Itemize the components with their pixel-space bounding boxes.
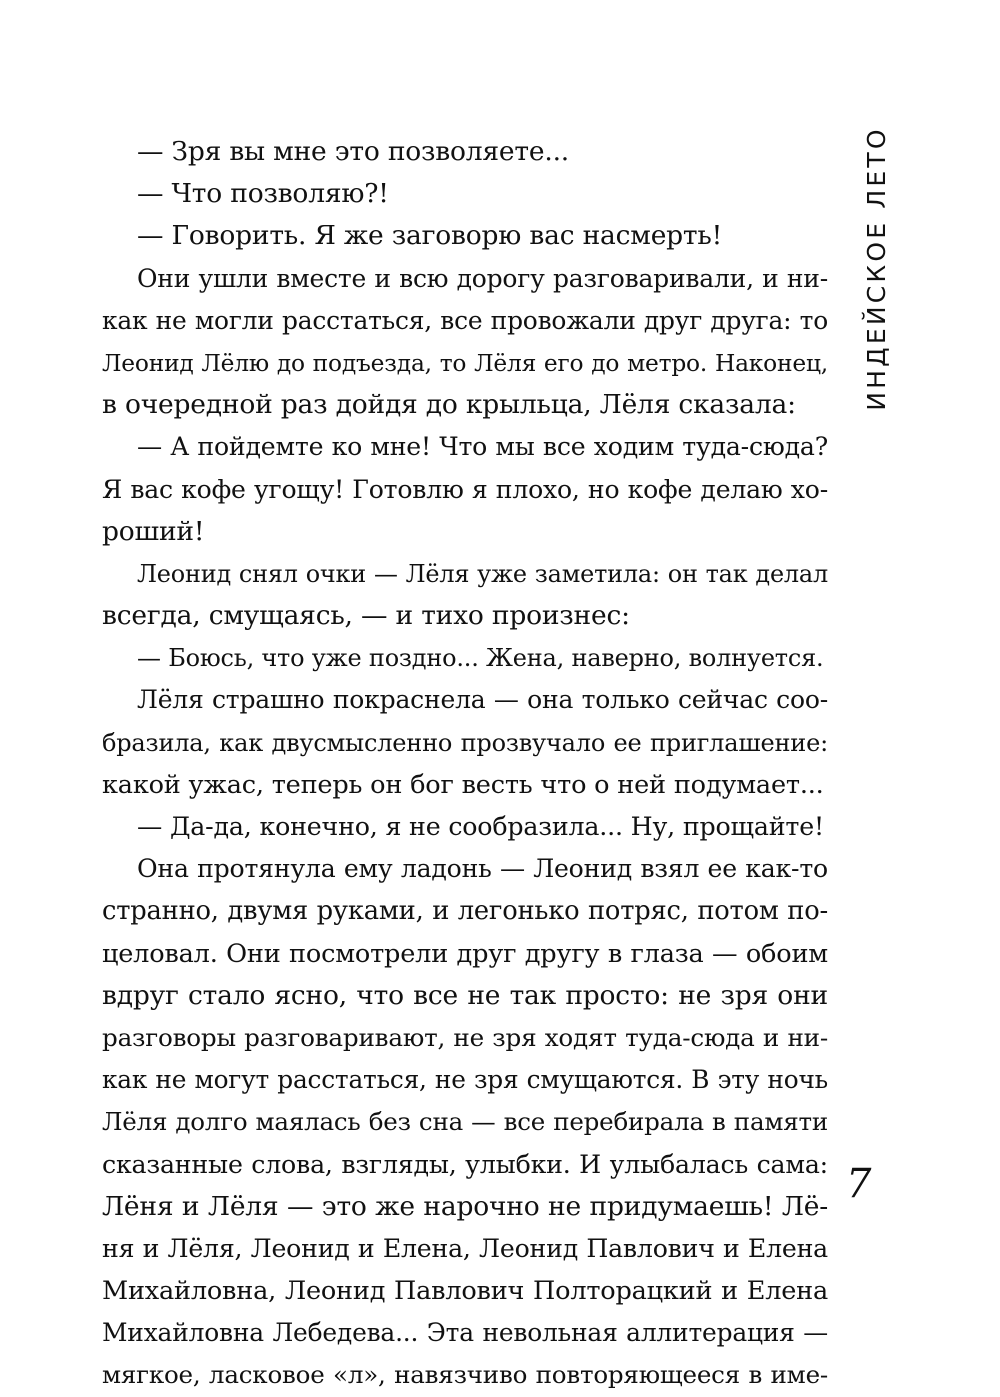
text-line: Я вас кофе угощу! Готовлю я плохо, но кофе делаю хо- bbox=[102, 474, 828, 504]
text-line: сказанные слова, взгляды, улыбки. И улыбалась сама: bbox=[102, 1149, 828, 1179]
text-line: Лёля долго маялась без сна — все перебирала в памяти bbox=[102, 1107, 828, 1137]
text-line: в очередной раз дойдя до крыльца, Лёля сказала: bbox=[102, 389, 796, 421]
text-line: — Боюсь, что уже поздно... Жена, наверно, волнуется. bbox=[137, 644, 824, 673]
text-line: Лёня и Лёля — это же нарочно не придумаешь! Лё- bbox=[102, 1190, 828, 1222]
text-line: ня и Лёля, Леонид и Елена, Леонид Павлович и Елена bbox=[102, 1233, 828, 1263]
text-line: Они ушли вместе и всю дорогу разговаривали, и ни- bbox=[137, 263, 828, 293]
text-line: Михайловна Лебедева... Эта невольная аллитерация — bbox=[102, 1318, 828, 1348]
text-line: Леонид Лёлю до подъезда, то Лёля его до метро. Наконец, bbox=[102, 348, 828, 377]
text-line: Леонид снял очки — Лёля уже заметила: он так делал bbox=[137, 559, 828, 588]
running-head-title: ИНДЕЙСКОЕ ЛЕТО bbox=[861, 125, 891, 411]
text-line: — А пойдемте ко мне! Что мы все ходим туда-сюда? bbox=[137, 432, 828, 462]
text-line: — Зря вы мне это позволяете... bbox=[137, 136, 570, 167]
text-line: бразила, как двусмысленно прозвучало ее приглашение: bbox=[102, 728, 828, 757]
text-line: как не могли расстаться, все провожали друг друга: то bbox=[102, 305, 828, 335]
text-line: Лёля страшно покраснела — она только сейчас соо- bbox=[137, 685, 828, 715]
text-line: Она протянула ему ладонь — Леонид взял ее как-то bbox=[137, 854, 828, 884]
text-line: вдруг стало ясно, что все не так просто: не зря они bbox=[102, 979, 828, 1011]
text-line: роший! bbox=[102, 515, 205, 547]
text-line: — Да-да, конечно, я не сообразила... Ну, прощайте! bbox=[137, 812, 824, 841]
text-line: разговоры разговаривают, не зря ходят туда-сюда и ни- bbox=[102, 1022, 828, 1052]
text-line: Михайловна, Леонид Павлович Полторацкий и Елена bbox=[102, 1276, 828, 1307]
running-head bbox=[856, 125, 896, 411]
body-text bbox=[102, 131, 828, 1397]
text-line: странно, двумя руками, и легонько потряс, потом по- bbox=[102, 896, 828, 927]
text-line: — Говорить. Я же заговорю вас насмерть! bbox=[137, 220, 723, 252]
text-line: целовал. Они посмотрели друг другу в глаза — обоим bbox=[102, 938, 828, 969]
text-line: мягкое, ласковое «л», навязчиво повторяющееся в име- bbox=[102, 1360, 828, 1390]
page-number: 7 bbox=[846, 1161, 872, 1207]
text-line: какой ужас, теперь он бог весть что о ней подумает... bbox=[102, 769, 824, 800]
text-line: всегда, смущаясь, — и тихо произнес: bbox=[102, 600, 630, 632]
text-line: — Что позволяю?! bbox=[137, 178, 389, 210]
text-line: как не могут расстаться, не зря смущаются. В эту ночь bbox=[102, 1065, 828, 1095]
